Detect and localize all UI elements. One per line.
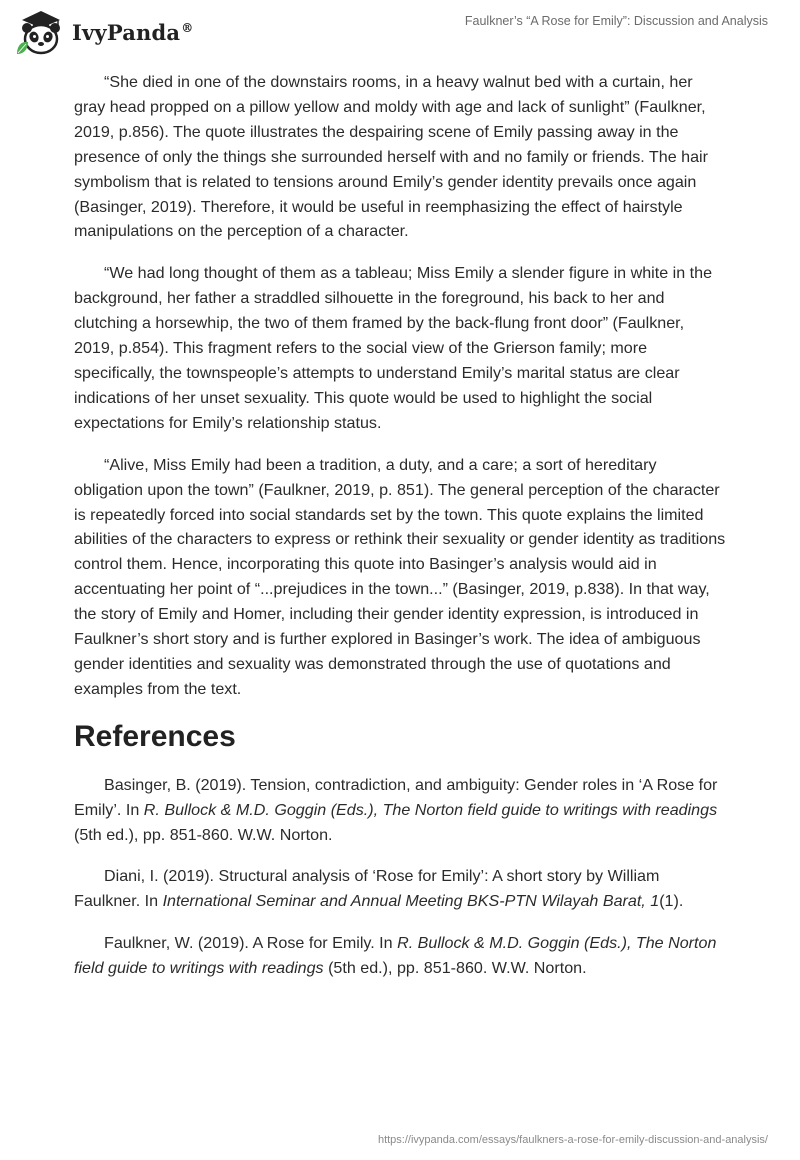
body-paragraph-3: “Alive, Miss Emily had been a tradition, a duty, and a care; a sort of hereditary obligation upon the town” (Faulkner, 2019, p. 851). The general perception of the character is repeatedly forced into social standards set by the town. This quote explains the limited abilities of the characters to express or rethink their sexuality or gender identity as traditions control them. Hence, incorporating this quote into Basinger’s analysis would aid in accentuating her point of “...prejudices in the town...” (Basinger, 2019, p.838). In that way, the story of Emily and Homer, including their gender identity expression, is introduced in Faulkner’s short story and is further explored in Basinger’s work. The idea of ambiguous gender identities and sexuality was demonstrated through the use of quotations and examples from the text.: [74, 455, 726, 698]
ivypanda-logo[interactable]: [14, 8, 193, 56]
body-paragraph-1: “She died in one of the downstairs rooms, in a heavy walnut bed with a curtain, her gray head propped on a pillow yellow and moldy with age and lack of sunlight” (Faulkner, 2019, p.856). The quote illustrates the despairing scene of Emily passing away in the presence of only the things she surrounded herself with and no family or friends. The hair symbolism that is related to tensions around Emily’s gender identity prevails once again (Basinger, 2019). Therefore, it would be useful in reemphasizing the effect of hairstyle manipulations on the perception of a character.: [74, 73, 708, 241]
reference-item-1: Basinger, B. (2019). Tension, contradiction, and ambiguity: Gender roles in ‘A Rose for Emily’. In R. Bullock & M.D. Goggin (Eds.), The Norton field guide to writings with readings (5th ed.), pp. 851-860. W.W. Norton.: [74, 775, 718, 844]
panda-logo-icon: [14, 8, 66, 56]
brand-name: IvyPanda®: [72, 19, 194, 45]
document-title: Faulkner’s “A Rose for Emily”: Discussion and Analysis: [464, 14, 768, 28]
body-paragraph-2: “We had long thought of them as a tableau; Miss Emily a slender figure in white in the background, her father a straddled silhouette in the foreground, his back to her and clutching a horsewhip, the two of them framed by the back-flung front door” (Faulkner, 2019, p.854). This fragment refers to the social view of the Grierson family; more specifically, the townspeople’s attempts to understand Emily’s marital status are clear indications of her unset sexuality. This quote would be used to highlight the social expectations for Emily’s relationship status.: [74, 264, 713, 432]
reference-item-3: Faulkner, W. (2019). A Rose for Emily. In R. Bullock & M.D. Goggin (Eds.), The Norton field guide to writings with readings (5th ed.), pp. 851-860. W.W. Norton.: [74, 934, 717, 978]
source-url[interactable]: https://ivypanda.com/essays/faulkners-a-rose-for-emily-discussion-and-analysis/: [377, 1134, 768, 1146]
references-heading: References: [74, 719, 236, 753]
reference-item-2: Diani, I. (2019). Structural analysis of ‘Rose for Emily’: A short story by William Faulkner. In International Seminar and Annual Meeting BKS-PTN Wilayah Barat, 1(1).: [74, 867, 684, 911]
essay-content: [74, 70, 728, 998]
page-header: [0, 0, 800, 60]
registered-mark: ®: [181, 20, 194, 35]
